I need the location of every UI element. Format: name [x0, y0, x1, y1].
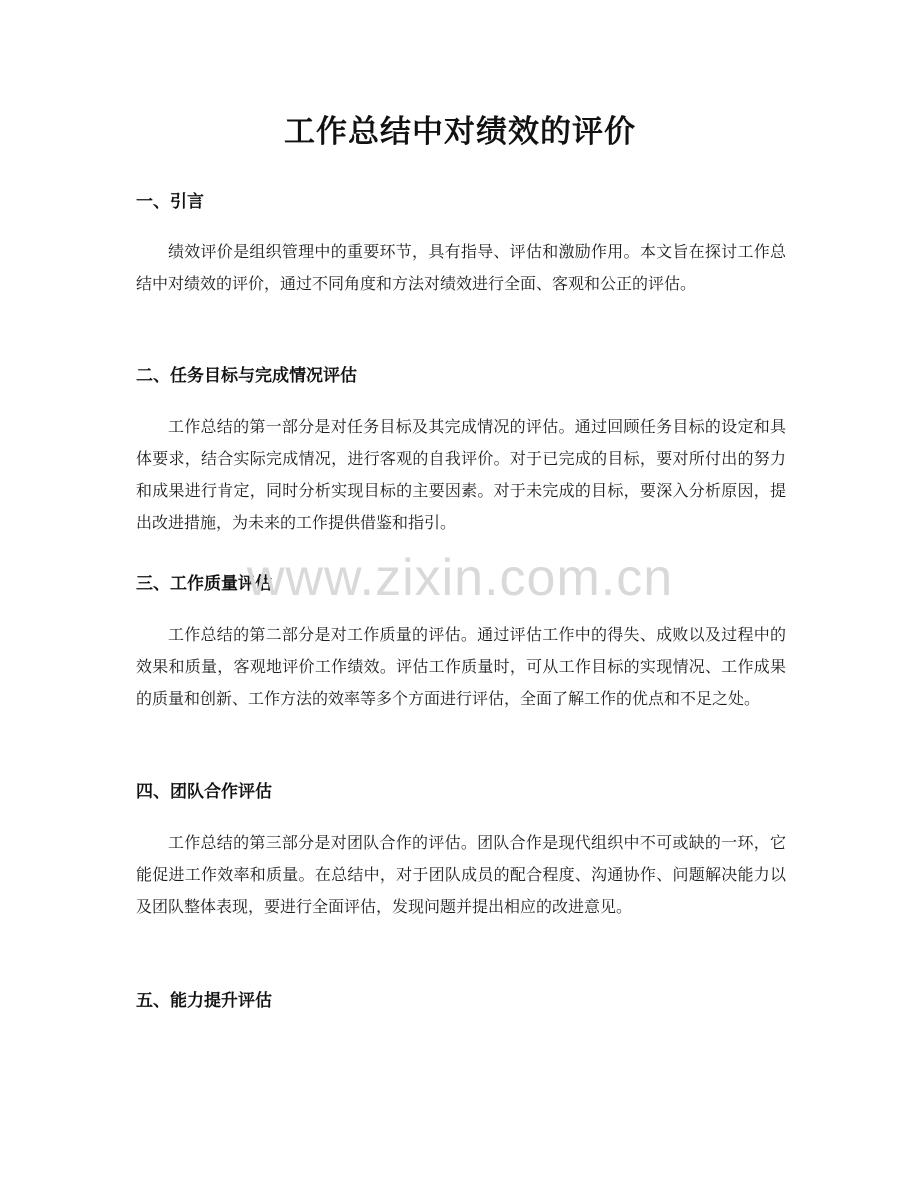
section-heading: 三、工作质量评估	[136, 574, 272, 594]
section-paragraph: 工作总结的第一部分是对任务目标及其完成情况的评估。通过回顾任务目标的设定和具体要求，结合实际完成情况，进行客观的自我评价。对于已完成的目标，要对所付出的努力和成果进行肯定，同时分析实现目标的主要因素。对于未完成的目标，要深入分析原因，提出改进措施，为未来的工作提供借鉴和指引。	[136, 417, 786, 532]
watermark: www.zixin.com.cn	[246, 549, 674, 607]
document-title: 工作总结中对绩效的评价	[284, 114, 636, 150]
section-ability	[136, 989, 786, 1013]
section-teamwork	[136, 780, 786, 923]
section-heading: 五、能力提升评估	[136, 991, 272, 1011]
section-heading: 一、引言	[136, 192, 204, 212]
section-task-goals	[136, 364, 786, 539]
section-heading: 四、团队合作评估	[136, 782, 272, 802]
section-paragraph: 工作总结的第二部分是对工作质量的评估。通过评估工作中的得失、成败以及过程中的效果和质量，客观地评价工作绩效。评估工作质量时，可从工作目标的实现情况、工作成果的质量和创新、工作方法的效率等多个方面进行评估，全面了解工作的优点和不足之处。	[136, 625, 786, 708]
section-work-quality	[136, 572, 786, 715]
section-paragraph: 工作总结的第三部分是对团队合作的评估。团队合作是现代组织中不可或缺的一环，它能促进工作效率和质量。在总结中，对于团队成员的配合程度、沟通协作、问题解决能力以及团队整体表现，要进行全面评估，发现问题并提出相应的改进意见。	[136, 833, 786, 916]
section-heading: 二、任务目标与完成情况评估	[136, 366, 357, 386]
section-paragraph: 绩效评价是组织管理中的重要环节，具有指导、评估和激励作用。本文旨在探讨工作总结中对绩效的评价，通过不同角度和方法对绩效进行全面、客观和公正的评估。	[136, 242, 786, 293]
section-introduction	[136, 190, 786, 300]
